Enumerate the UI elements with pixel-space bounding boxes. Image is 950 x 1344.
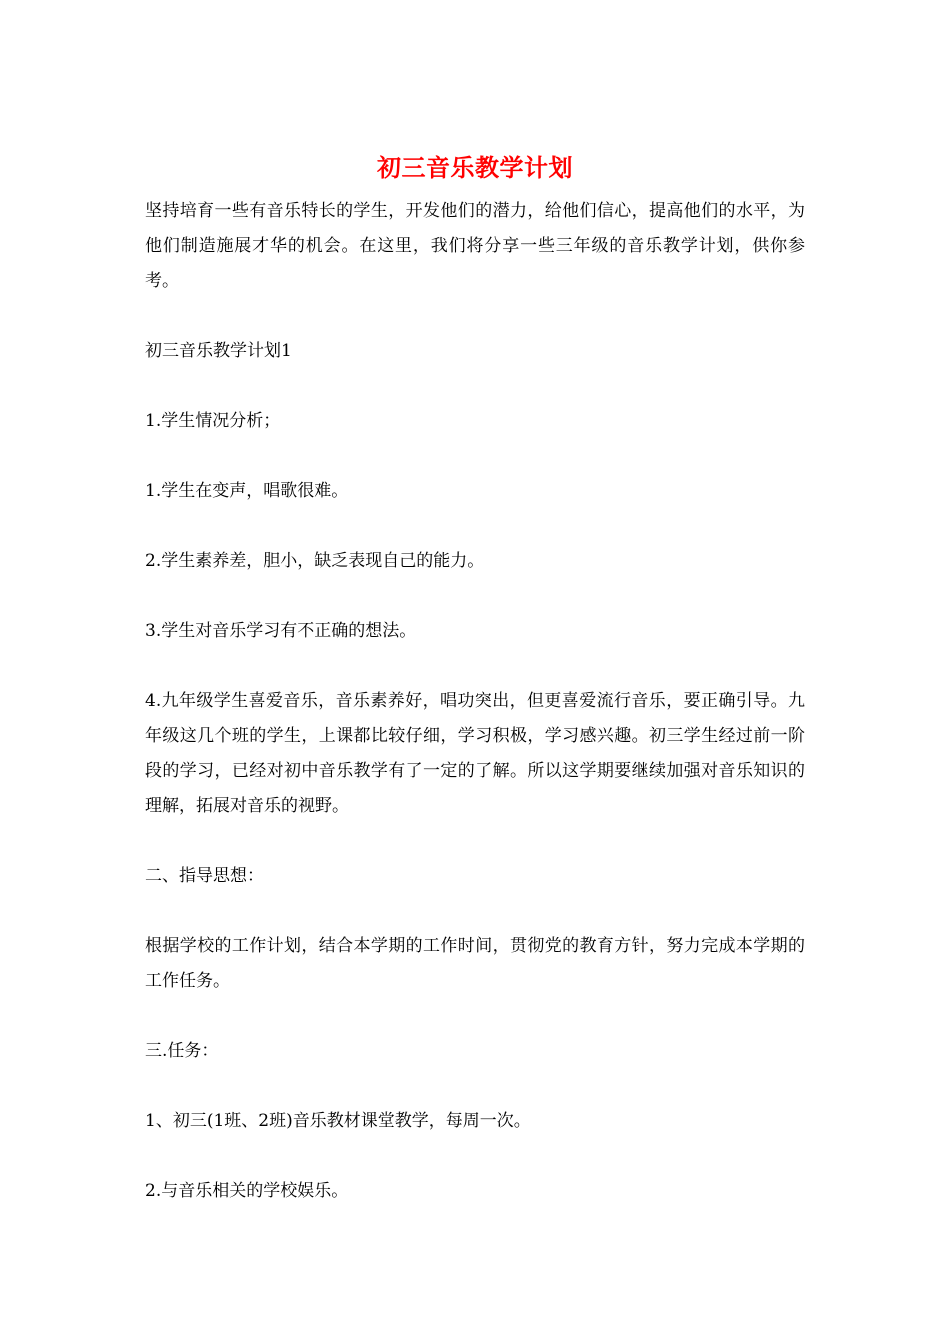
list-item: 3.学生对音乐学习有不正确的想法。 [145,621,417,641]
guiding-ideology-paragraph: 根据学校的工作计划，结合本学期的工作时间，贯彻党的教育方针，努力完成本学期的工作任务。 [145,936,805,991]
intro-paragraph: 坚持培育一些有音乐特长的学生，开发他们的潜力，给他们信心，提高他们的水平，为他们制造施展才华的机会。在这里，我们将分享一些三年级的音乐教学计划，供你参考。 [145,201,805,291]
list-item: 2.学生素养差，胆小，缺乏表现自己的能力。 [145,551,485,571]
heading-tasks: 三.任务： [145,1041,219,1061]
heading-student-analysis: 1.学生情况分析； [145,411,281,431]
section-heading-plan-1: 初三音乐教学计划1 [145,341,292,361]
list-item: 1、初三(1班、2班)音乐教材课堂教学，每周一次。 [145,1111,531,1131]
list-item: 4.九年级学生喜爱音乐，音乐素养好，唱功突出，但更喜爱流行音乐，要正确引导。九年级这几个班的学生，上课都比较仔细，学习积极，学习感兴趣。初三学生经过前一阶段的学习，已经对初中音乐教学有了一定的了解。所以这学期要继续加强对音乐知识的理解，拓展对音乐的视野。 [145,691,805,816]
heading-guiding-ideology: 二、指导思想： [145,866,264,886]
list-item: 1.学生在变声，唱歌很难。 [145,481,349,501]
document-title: 初三音乐教学计划 [377,153,573,182]
list-item: 2.与音乐相关的学校娱乐。 [145,1181,349,1201]
document-body [145,194,805,1244]
